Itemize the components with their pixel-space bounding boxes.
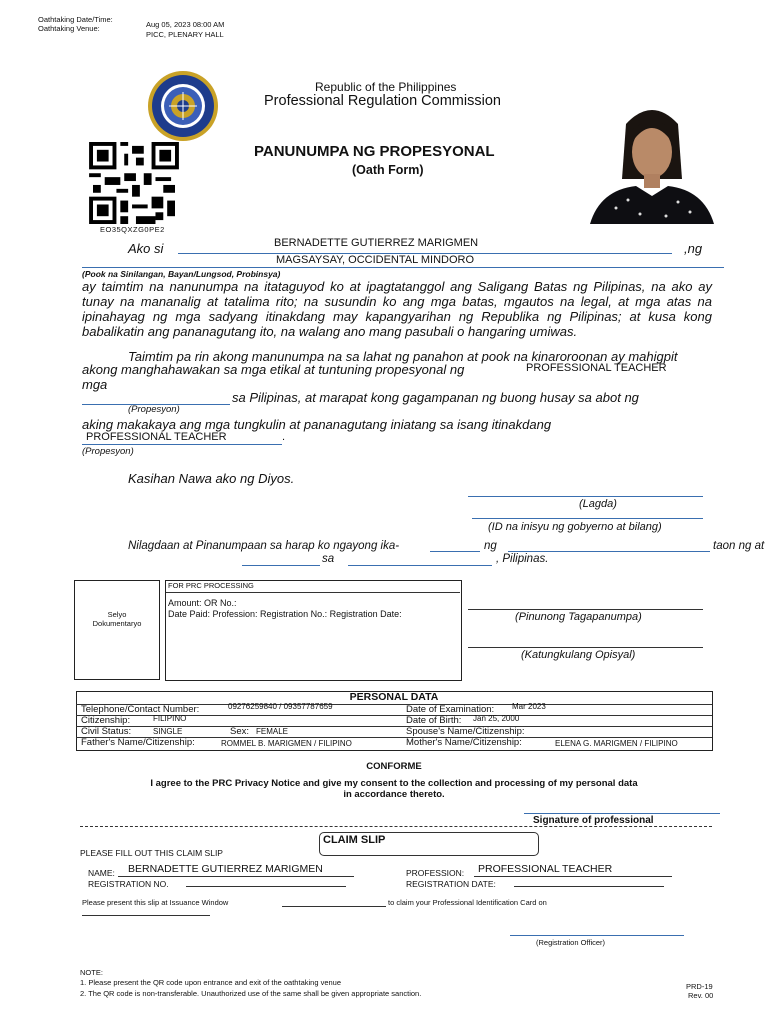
- prc-processing-divider: [166, 592, 460, 593]
- pinunong-caption: (Pinunong Tagapanumpa): [515, 611, 642, 623]
- civil-status-value: SINGLE: [153, 727, 183, 736]
- issuance-window-line: [282, 906, 386, 907]
- sex-value: FEMALE: [256, 727, 289, 736]
- oath-name-value: BERNADETTE GUTIERREZ MARIGMEN: [274, 237, 479, 249]
- propesyon-caption-1: (Propesyon): [128, 404, 180, 415]
- propesyon-caption-2: (Propesyon): [82, 446, 134, 457]
- period: .: [282, 431, 286, 443]
- oathtaking-venue-label: Oathtaking Venue:: [38, 24, 100, 33]
- place-line: [82, 267, 724, 268]
- signature-line: [524, 813, 720, 814]
- registration-officer-line: [510, 935, 684, 936]
- spouse-label: Spouse's Name/Citizenship:: [406, 726, 525, 737]
- cut-line: [80, 826, 712, 827]
- profession-line-2: [82, 444, 282, 445]
- conforme-consent-line-1: I agree to the PRC Privacy Notice and give my consent to the collection and processing of my personal data: [150, 778, 638, 789]
- claim-slip-instruction: PLEASE FILL OUT THIS CLAIM SLIP: [80, 848, 223, 858]
- id-photo: [586, 104, 718, 224]
- selyo-text: Selyo: [107, 610, 127, 619]
- prc-seal-logo: [147, 70, 219, 142]
- note-line-2: 2. The QR code is non-transferable. Unauthorized use of the same shall be given appropriate sanction.: [80, 989, 422, 998]
- qr-code-text: EO35QXZG0PE2: [100, 225, 165, 234]
- citizenship-value: FILIPINO: [153, 714, 187, 723]
- id-line: [472, 518, 703, 519]
- claim-profession-line: [474, 876, 672, 877]
- claim-profession-label: PROFESSION:: [406, 868, 465, 878]
- claim-present-text-a: Please present this slip at Issuance Window: [82, 898, 229, 907]
- pinunong-line: [468, 609, 703, 610]
- lagda-line: [468, 496, 703, 497]
- lagda-caption: (Lagda): [579, 498, 617, 510]
- qr-code: [88, 142, 180, 224]
- claim-slip-heading: CLAIM SLIP: [323, 834, 386, 846]
- oath-paragraph-2-line-3: sa Pilipinas, at marapat kong gagampanan ng buong husay sa abot ng: [232, 390, 639, 405]
- prc-processing-box: [165, 580, 462, 681]
- prc-processing-heading: FOR PRC PROCESSING: [168, 581, 254, 590]
- form-subtitle: (Oath Form): [352, 163, 424, 177]
- claim-name-value: BERNADETTE GUTIERREZ MARIGMEN: [128, 863, 323, 875]
- place-caption: (Pook na Sinilangan, Bayan/Lungsod, Probinsya): [82, 269, 281, 279]
- nilagdaan-text: Nilagdaan at Pinanumpaan sa harap ko ngayong ika-: [128, 540, 400, 552]
- conforme-heading: CONFORME: [366, 761, 422, 772]
- civil-status-label: Civil Status:: [81, 726, 132, 737]
- prc-details-line: Date Paid: Profession: Registration No.: Registration Date:: [168, 609, 402, 619]
- documentary-stamp-box: [74, 580, 160, 680]
- mother-value: ELENA G. MARIGMEN / FILIPINO: [555, 739, 678, 748]
- oath-paragraph-2-line-4: aking makakaya ang mga tungkulin at pananagutang iniatang sa isang itinakdang: [82, 417, 552, 432]
- oathtaking-venue-value: PICC, PLENARY HALL: [146, 30, 224, 39]
- birth-value: Jan 25, 2000: [473, 714, 520, 723]
- month-line: [508, 551, 710, 552]
- exam-label: Date of Examination:: [406, 704, 495, 715]
- form-title: PANUNUMPA NG PROPESYONAL: [254, 143, 495, 160]
- profession-value-2: PROFESSIONAL TEACHER: [86, 431, 227, 443]
- father-label: Father's Name/Citizenship:: [81, 737, 195, 748]
- birth-label: Date of Birth:: [406, 715, 462, 726]
- id-caption: (ID na inisyu ng gobyerno at bilang): [488, 521, 662, 533]
- oath-paragraph-2-line-1: Taimtim pa rin akong manunumpa na sa lahat ng panahon at pook na kinaroroonan ay mahigpit: [128, 349, 678, 364]
- oathtaking-date-value: Aug 05, 2023 08:00 AM: [146, 20, 225, 29]
- citizenship-label: Citizenship:: [81, 715, 131, 726]
- note-heading: NOTE:: [80, 968, 103, 977]
- sa-word: sa: [322, 553, 335, 565]
- mother-label: Mother's Name/Citizenship:: [406, 737, 522, 748]
- year-line: [242, 565, 320, 566]
- documentary-stamp-label: [74, 610, 160, 628]
- oathtaking-date-label: Oathtaking Date/Time:: [38, 15, 113, 24]
- profession-value-1: PROFESSIONAL TEACHER: [526, 362, 667, 374]
- conforme-consent-line-2: in accordance thereto.: [343, 789, 445, 800]
- personal-data-heading: PERSONAL DATA: [349, 691, 439, 703]
- claim-regno-label: REGISTRATION NO.: [88, 879, 169, 889]
- claim-name-line: [118, 876, 354, 877]
- commission-title: Professional Regulation Commission: [264, 93, 501, 109]
- prc-amount-line: Amount: OR No.:: [168, 598, 237, 608]
- kasihan-text: Kasihan Nawa ako ng Diyos.: [128, 471, 295, 486]
- form-code: PRD-19: [686, 982, 713, 991]
- pilipinas-text: , Pilipinas.: [496, 553, 549, 565]
- registration-officer-caption: (Registration Officer): [536, 938, 606, 947]
- city-line: [348, 565, 492, 566]
- dokumentaryo-text: Dokumentaryo: [92, 619, 142, 628]
- claim-date-line: [82, 915, 210, 916]
- form-revision: Rev. 00: [688, 991, 714, 1000]
- claim-name-label: NAME:: [88, 868, 115, 878]
- claim-regdate-line: [514, 886, 664, 887]
- mga-word: mga: [82, 377, 108, 392]
- taon-text: taon ng at: [713, 540, 765, 552]
- claim-regno-line: [186, 886, 346, 887]
- note-line-1: 1. Please present the QR code upon entrance and exit of the oathtaking venue: [80, 978, 342, 987]
- oath-paragraph-2-line-2: akong manghahawakan sa mga etikal at tuntuning propesyonal ng: [82, 362, 465, 377]
- claim-regdate-label: REGISTRATION DATE:: [406, 879, 496, 889]
- exam-value: Mar 2023: [512, 702, 546, 711]
- signature-caption: Signature of professional: [533, 815, 654, 826]
- day-line: [430, 551, 480, 552]
- republic-title: Republic of the Philippines: [315, 80, 457, 94]
- telephone-value: 09276259840 / 09357787659: [228, 702, 333, 711]
- telephone-label: Telephone/Contact Number:: [81, 704, 200, 715]
- ako-si-label: Ako si: [128, 241, 164, 256]
- ng-word: ng: [484, 540, 497, 552]
- sex-label: Sex:: [230, 726, 250, 737]
- katungkulang-line: [468, 647, 703, 648]
- father-value: ROMMEL B. MARIGMEN / FILIPINO: [221, 739, 352, 748]
- ng-suffix: ,ng: [684, 241, 703, 256]
- oath-paragraph-1: ay taimtim na nanunumpa na itataguyod ko at ipagtatanggol ang Saligang Batas ng Pilipinas, na ako ay tunay na mananalig at tatalima rito; na susundin ko ang mga batas, mgautos na legal, at mga atas na ipinahayag ng mga sadyang itinakdang may kapangyarihan ng Republika ng Pilipinas; at kusa kong babalikatin ang pananagutang ito, na walang ano mang pasubali o hangaring umiwas.: [82, 279, 712, 339]
- katungkulang-caption: (Katungkulang Opisyal): [521, 649, 636, 661]
- claim-profession-value: PROFESSIONAL TEACHER: [478, 863, 613, 875]
- oath-place-value: MAGSAYSAY, OCCIDENTAL MINDORO: [276, 254, 475, 266]
- claim-present-text-b: to claim your Professional Identification Card on: [388, 898, 547, 907]
